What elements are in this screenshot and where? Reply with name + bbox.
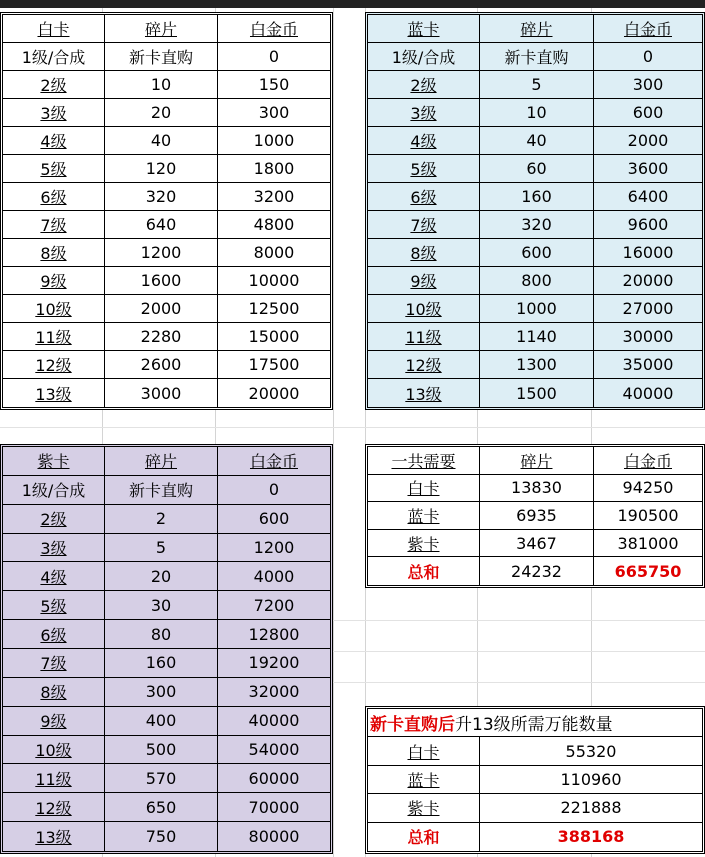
level-cell: 8级 — [3, 678, 105, 707]
level-cell: 5级 — [3, 155, 105, 183]
value-cell: 1500 — [480, 379, 594, 407]
value-cell: 150 — [218, 71, 330, 99]
level-cell: 3级 — [368, 99, 480, 127]
value-cell: 5 — [480, 71, 594, 99]
title-text: 升13级所需万能数量 — [455, 715, 613, 736]
level-cell: 8级 — [3, 239, 105, 267]
value-cell: 19200 — [218, 649, 330, 678]
value-cell: 60000 — [218, 764, 330, 793]
totals-table — [365, 444, 705, 588]
value-cell: 17500 — [218, 351, 330, 379]
value-cell: 12800 — [218, 620, 330, 649]
value-cell: 10000 — [218, 267, 330, 295]
card-type-cell: 白卡 — [368, 475, 480, 503]
value-cell: 2280 — [105, 323, 218, 351]
value-cell: 600 — [218, 505, 330, 534]
value-cell: 27000 — [594, 295, 702, 323]
header-cell: 白卡 — [3, 15, 105, 43]
value-cell: 3600 — [594, 155, 702, 183]
level-cell: 5级 — [368, 155, 480, 183]
card-type-cell: 白卡 — [368, 737, 480, 765]
value-cell: 600 — [480, 239, 594, 267]
value-cell: 3000 — [105, 379, 218, 407]
purple-card-table — [0, 444, 333, 854]
card-type-cell: 蓝卡 — [368, 766, 480, 794]
level-cell: 11级 — [368, 323, 480, 351]
header-cell: 碎片 — [480, 15, 594, 43]
value-cell: 55320 — [480, 737, 702, 765]
value-cell: 7200 — [218, 591, 330, 620]
value-cell: 3467 — [480, 530, 594, 558]
value-cell: 16000 — [594, 239, 702, 267]
value-cell: 12500 — [218, 295, 330, 323]
level-cell: 9级 — [3, 267, 105, 295]
value-cell: 8000 — [218, 239, 330, 267]
value-cell: 20000 — [248, 383, 300, 403]
value-cell: 15000 — [218, 323, 330, 351]
level-cell: 13级 — [3, 822, 105, 851]
value-cell: 750 — [105, 822, 218, 851]
value-cell: 60 — [480, 155, 594, 183]
value-cell: 1000 — [218, 127, 330, 155]
value-cell: 1300 — [480, 351, 594, 379]
value-cell: 160 — [480, 183, 594, 211]
value-cell: 1600 — [105, 267, 218, 295]
value-cell: 30000 — [594, 323, 702, 351]
level-cell: 10级 — [368, 295, 480, 323]
level-cell: 2级 — [368, 71, 480, 99]
value-cell: 6935 — [480, 502, 594, 530]
value-cell: 1200 — [218, 534, 330, 563]
value-cell: 1200 — [105, 239, 218, 267]
value-cell: 0 — [218, 476, 330, 505]
value-cell: 2000 — [105, 295, 218, 323]
value-cell: 120 — [105, 155, 218, 183]
level-cell: 1级/合成 — [3, 476, 105, 505]
value-cell: 54000 — [218, 736, 330, 765]
header-cell: 白金币 — [218, 447, 330, 476]
level-cell: 5级 — [3, 591, 105, 620]
sum-label: 总和 — [368, 823, 480, 851]
value-cell: 2000 — [594, 127, 702, 155]
value-cell: 20 — [105, 562, 218, 591]
value-cell: 1800 — [218, 155, 330, 183]
value-cell: 20000 — [594, 267, 702, 295]
value-cell: 650 — [105, 793, 218, 822]
header-cell: 一共需要 — [368, 447, 480, 475]
value-cell: 新卡直购 — [105, 43, 218, 71]
value-cell: 新卡直购 — [105, 476, 218, 505]
value-cell: 4000 — [218, 562, 330, 591]
header-cell: 碎片 — [480, 447, 594, 475]
card-type-cell: 蓝卡 — [368, 502, 480, 530]
value-cell: 32000 — [218, 678, 330, 707]
header-cell: 碎片 — [105, 15, 218, 43]
direct-purchase-table — [365, 706, 705, 854]
value-cell: 4800 — [218, 211, 330, 239]
value-cell: 3200 — [218, 183, 330, 211]
title-highlight: 新卡直购后 — [370, 715, 455, 736]
sum-coins: 665750 — [614, 561, 682, 581]
level-cell: 7级 — [3, 211, 105, 239]
header-cell: 碎片 — [105, 447, 218, 476]
level-cell: 12级 — [3, 793, 105, 822]
value-cell: 381000 — [594, 530, 702, 558]
value-cell: 300 — [594, 71, 702, 99]
value-cell: 300 — [218, 99, 330, 127]
value-cell: 10 — [105, 71, 218, 99]
level-cell: 3级 — [3, 99, 105, 127]
value-cell: 80 — [105, 620, 218, 649]
value-cell: 40000 — [622, 383, 674, 403]
value-cell: 70000 — [218, 793, 330, 822]
level-cell: 3级 — [3, 534, 105, 563]
header-cell: 白金币 — [218, 15, 330, 43]
top-bar — [0, 0, 705, 8]
value-cell: 570 — [105, 764, 218, 793]
level-cell: 13级 — [368, 379, 480, 407]
header-cell: 白金币 — [594, 15, 702, 43]
value-cell: 35000 — [594, 351, 702, 379]
level-cell: 7级 — [368, 211, 480, 239]
value-cell: 0 — [218, 43, 330, 71]
card-type-cell: 紫卡 — [368, 530, 480, 558]
value-cell: 300 — [105, 678, 218, 707]
level-cell: 11级 — [3, 323, 105, 351]
value-cell: 110960 — [480, 766, 702, 794]
value-cell: 600 — [594, 99, 702, 127]
value-cell: 800 — [480, 267, 594, 295]
value-cell: 500 — [105, 736, 218, 765]
level-cell: 13级 — [3, 379, 105, 407]
level-cell: 8级 — [368, 239, 480, 267]
header-cell: 蓝卡 — [368, 15, 480, 43]
value-cell: 400 — [105, 707, 218, 736]
value-cell: 1000 — [480, 295, 594, 323]
level-cell: 6级 — [368, 183, 480, 211]
level-cell: 6级 — [3, 183, 105, 211]
blue-card-table — [365, 12, 705, 410]
sum-value: 388168 — [557, 827, 625, 847]
sum-label: 总和 — [368, 557, 480, 585]
level-cell: 9级 — [3, 707, 105, 736]
value-cell: 320 — [480, 211, 594, 239]
value-cell: 190500 — [594, 502, 702, 530]
level-cell: 10级 — [3, 295, 105, 323]
level-cell: 2级 — [3, 71, 105, 99]
value-cell: 40000 — [218, 707, 330, 736]
level-cell: 2级 — [3, 505, 105, 534]
value-cell: 9600 — [594, 211, 702, 239]
value-cell: 30 — [105, 591, 218, 620]
value-cell: 94250 — [594, 475, 702, 503]
value-cell: 40 — [105, 127, 218, 155]
gridline — [0, 427, 705, 428]
value-cell: 20 — [105, 99, 218, 127]
level-cell: 7级 — [3, 649, 105, 678]
value-cell: 2600 — [105, 351, 218, 379]
level-cell: 12级 — [3, 351, 105, 379]
direct-purchase-title — [368, 709, 702, 737]
level-cell: 4级 — [3, 562, 105, 591]
level-cell: 1级/合成 — [368, 43, 480, 71]
value-cell: 10 — [480, 99, 594, 127]
value-cell: 新卡直购 — [480, 43, 594, 71]
value-cell: 221888 — [480, 794, 702, 822]
value-cell: 5 — [105, 534, 218, 563]
white-card-table — [0, 12, 333, 410]
value-cell: 1140 — [480, 323, 594, 351]
value-cell: 640 — [105, 211, 218, 239]
value-cell: 80000 — [248, 827, 300, 847]
value-cell: 0 — [594, 43, 702, 71]
level-cell: 9级 — [368, 267, 480, 295]
level-cell: 4级 — [368, 127, 480, 155]
value-cell: 13830 — [480, 475, 594, 503]
value-cell: 6400 — [594, 183, 702, 211]
header-cell: 紫卡 — [3, 447, 105, 476]
level-cell: 6级 — [3, 620, 105, 649]
level-cell: 12级 — [368, 351, 480, 379]
level-cell: 4级 — [3, 127, 105, 155]
level-cell: 10级 — [3, 736, 105, 765]
value-cell: 40 — [480, 127, 594, 155]
level-cell: 1级/合成 — [3, 43, 105, 71]
card-type-cell: 紫卡 — [368, 794, 480, 822]
header-cell: 白金币 — [594, 447, 702, 475]
value-cell: 160 — [105, 649, 218, 678]
level-cell: 11级 — [3, 764, 105, 793]
gridline — [333, 8, 334, 857]
value-cell: 2 — [105, 505, 218, 534]
sum-shards: 24232 — [480, 557, 594, 585]
value-cell: 320 — [105, 183, 218, 211]
